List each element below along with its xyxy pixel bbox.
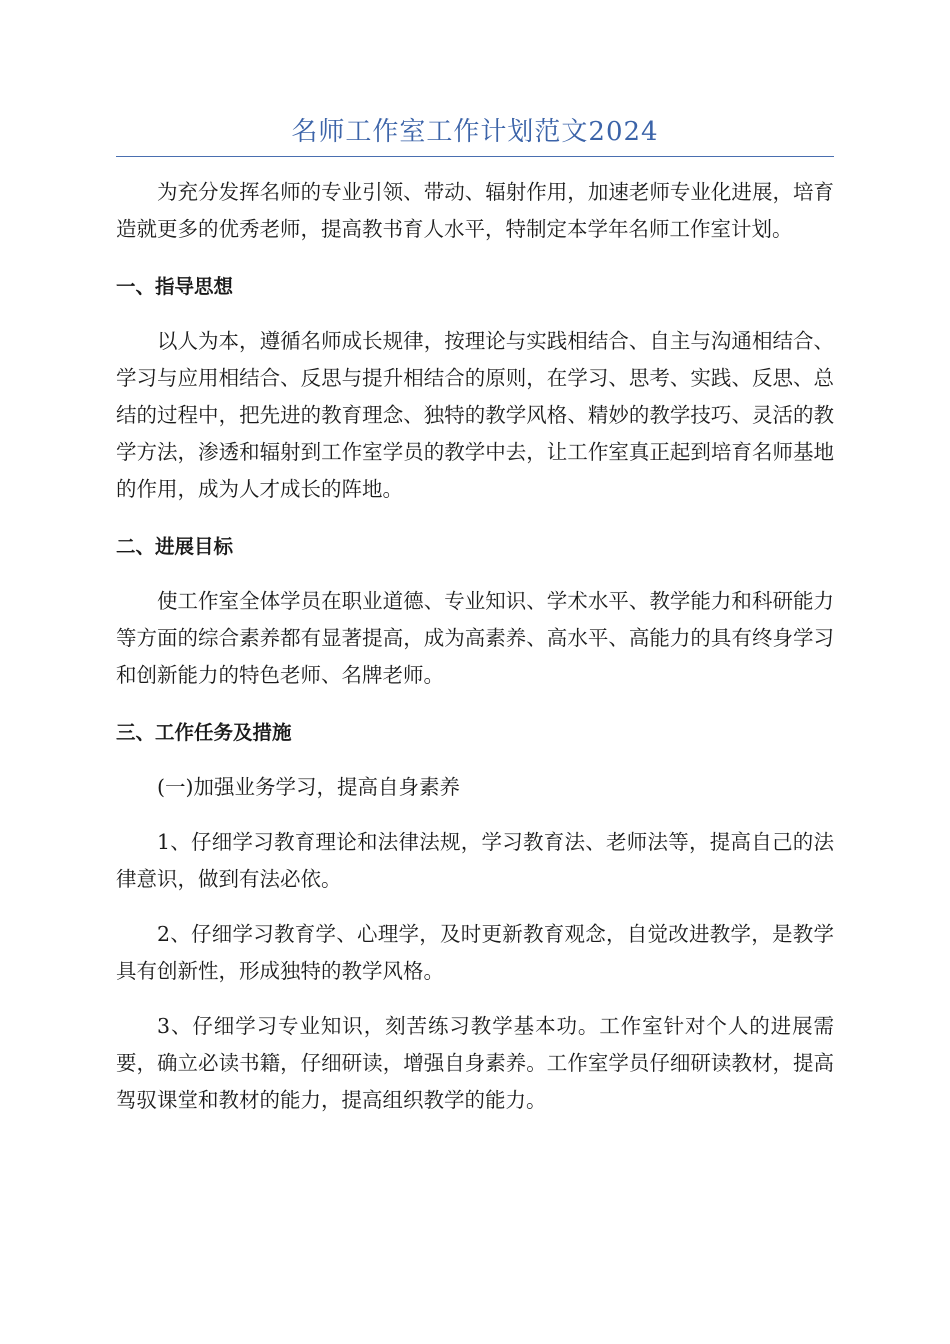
document-body [116, 174, 834, 1119]
section-heading-goals: 二、进展目标 [116, 535, 234, 558]
tasks-subheading: (一)加强业务学习，提高自身素养 [157, 775, 460, 799]
task-item-3: 3、仔细学习专业知识，刻苦练习教学基本功。工作室针对个人的进展需要，确立必读书籍，仔细研读，增强自身素养。工作室学员仔细研读教材，提高驾驭课堂和教材的能力，提高组织教学的能力。 [116, 1014, 834, 1112]
section-heading-guiding-thought: 一、指导思想 [116, 275, 234, 298]
document-title: 名师工作室工作计划范文2024 [291, 117, 659, 147]
section-heading-tasks: 三、工作任务及措施 [116, 721, 292, 744]
goals-paragraph: 使工作室全体学员在职业道德、专业知识、学术水平、教学能力和科研能力等方面的综合素养都有显著提高，成为高素养、高水平、高能力的具有终身学习和创新能力的特色老师、名牌老师。 [116, 589, 834, 687]
task-item-1: 1、仔细学习教育理论和法律法规，学习教育法、老师法等，提高自己的法律意识，做到有法必依。 [116, 830, 834, 891]
title-block [116, 112, 834, 157]
guiding-thought-paragraph: 以人为本，遵循名师成长规律，按理论与实践相结合、自主与沟通相结合、学习与应用相结合、反思与提升相结合的原则，在学习、思考、实践、反思、总结的过程中，把先进的教育理念、独特的教学风格、精妙的教学技巧、灵活的教学方法，渗透和辐射到工作室学员的教学中去，让工作室真正起到培育名师基地的作用，成为人才成长的阵地。 [116, 329, 834, 501]
task-item-2: 2、仔细学习教育学、心理学，及时更新教育观念，自觉改进教学，是教学具有创新性，形成独特的教学风格。 [116, 922, 834, 983]
intro-paragraph: 为充分发挥名师的专业引领、带动、辐射作用，加速老师专业化进展，培育造就更多的优秀老师，提高教书育人水平，特制定本学年名师工作室计划。 [116, 180, 834, 241]
